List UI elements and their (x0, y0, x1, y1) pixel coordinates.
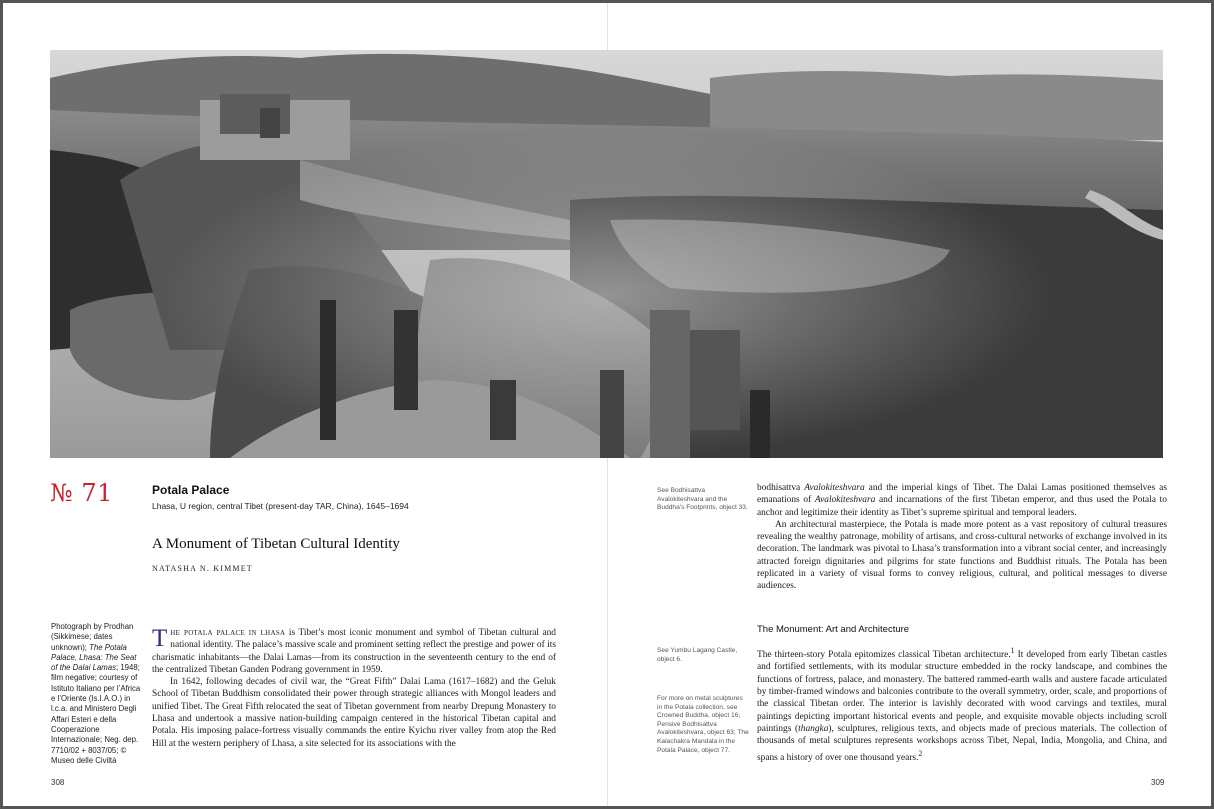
footnote-ref-2[interactable]: 2 (918, 748, 923, 758)
photo-credit (51, 622, 145, 766)
entry-number: № 71 (50, 479, 113, 507)
entry-title: Potala Palace (152, 483, 230, 497)
credit-pre: Photograph by Prodhan (Sikkimese; dates unknown); (51, 622, 134, 652)
paragraph-1-text: is Tibet’s most iconic monument and symbol of Tibetan cultural and national identity. The palace’s massive scale and prominent setting reflect the prestige and power of its charismatic inhabitants—the Dalai Lamas—from its construction in the seventeenth century to the end of the centralized Tibetan Ganden Podrang government in 1959. (152, 628, 556, 675)
sidenote-bodhisattva: See Bodhisattva Avalokiteshvara and the Buddha’s Footprints, object 33. (657, 487, 748, 512)
p5-c: ), sculptures, religious texts, and objects made of precious materials. The collection of thousands of metal sculptures represents workshops across Tibet, Nepal, India, Mongolia, and China, and spans a history of over one thousand years. (757, 723, 1167, 763)
p3-a: bodhisattva (757, 483, 805, 493)
body-column-left (152, 627, 556, 750)
potala-photograph (50, 50, 1163, 458)
sidenote-yumbu-lagang: See Yumbu Lagang Castle, object 6. (657, 647, 738, 663)
paragraph-4: An architectural masterpiece, the Potala is made more potent as a vast repository of cultural treasures revealing the wealthy patronage, mobility of artisans, and cross-cultural networks of exchange involved in its decoration. The landmark was pivotal to Lhasa’s transformation into a vibrant social center, and increasingly attracted foreign dignitaries and pilgrims for state functions and Buddhist rituals. The Potala has been replicated in a variety of visual forms to convey religious, cultural, and political messages to diverse audiences. (757, 519, 1167, 592)
body-column-right-top (757, 482, 1167, 593)
p3-e: and incarnations of the first Tibetan emperor, and thus used the Potala to anchor and legitimize their identity as Tibet’s supreme spiritual and temporal leaders. (757, 495, 1167, 518)
paragraph-3 (757, 482, 1167, 519)
p3-c: and the imperial kings of Tibet. The Dalai Lamas positioned themselves as emanations of (757, 483, 1167, 506)
essay-heading: A Monument of Tibetan Cultural Identity (152, 536, 400, 552)
book-spread (3, 3, 1211, 806)
p5-thangka: thangka (798, 723, 829, 734)
drop-cap: T (152, 625, 168, 652)
entry-subtitle: Lhasa, U region, central Tibet (present-day TAR, China), 1645–1694 (152, 501, 409, 511)
page-number-left: 308 (51, 778, 65, 787)
credit-title: The Potala Palace, Lhasa: The Seat of the Dalai Lamas (51, 642, 137, 673)
author-byline: NATASHA N. KIMMET (152, 564, 253, 573)
p3-d: Avalokiteshvara (814, 495, 876, 506)
section-subhead: The Monument: Art and Architecture (757, 624, 910, 635)
p5-a: The thirteen-story Potala epitomizes classical Tibetan architecture. (757, 650, 1011, 661)
p3-b: Avalokiteshvara (804, 483, 865, 493)
lead-in: he potala palace in lhasa (170, 628, 286, 638)
credit-post: ; 1948; film negative; courtesy of Istituto Italiano per l’Africa e l’Oriente (Is.I.A.O.) in l.c.a. and Ministero Degli Affari Esteri e della Cooperazione Internazionale; Neg. dep. 7710/02 + 8037/05; © Museo delle Civiltà (51, 663, 141, 765)
paragraph-5 (757, 645, 1167, 764)
sidenote-metal-sculptures: For more on metal sculptures in the Potala collection, see Crowned Buddha, object 16; Pensive Bodhisattva Avalokiteshvara, object 63; The Kalachakra Mandala in the Potala Palace, object 77. (657, 695, 749, 754)
footnote-ref-1[interactable]: 1 (1010, 646, 1015, 655)
page-number-right: 309 (1151, 778, 1165, 787)
paragraph-2: In 1642, following decades of civil war, the “Great Fifth” Dalai Lama (1617–1682) and the Geluk School of Tibetan Buddhism consolidated their power through strategic alliances with Mongol leaders and unified Tibet. The Great Fifth relocated the seat of Tibetan government from nearby Drepung Monastery to Lhasa and undertook a massive nation-building campaign centered in the historical Tibetan capital and Potala. His imposing palace-fortress visually commands the entire Kyichu river valley from atop the Red Hill at the western periphery of Lhasa, a site selected for its associations with the (152, 677, 556, 749)
p5-b: It developed from early Tibetan castles and fortified settlements, with its modular structure embedded in the rocky landscape, and combines the functions of fortress, palace, and monastery. The battered rammed-earth walls and austere facade articulated by timber-framed windows and balconies contribute to the overall symmetry, order, scale, and proportions of the classical Tibetan order. The interior is lavishly decorated with wood carvings and textiles, mural paintings depicting important historical events and people, and exquisite movable objects including scroll paintings ( (757, 650, 1167, 734)
body-column-right-bottom (757, 645, 1167, 764)
paragraph-1 (152, 627, 556, 676)
